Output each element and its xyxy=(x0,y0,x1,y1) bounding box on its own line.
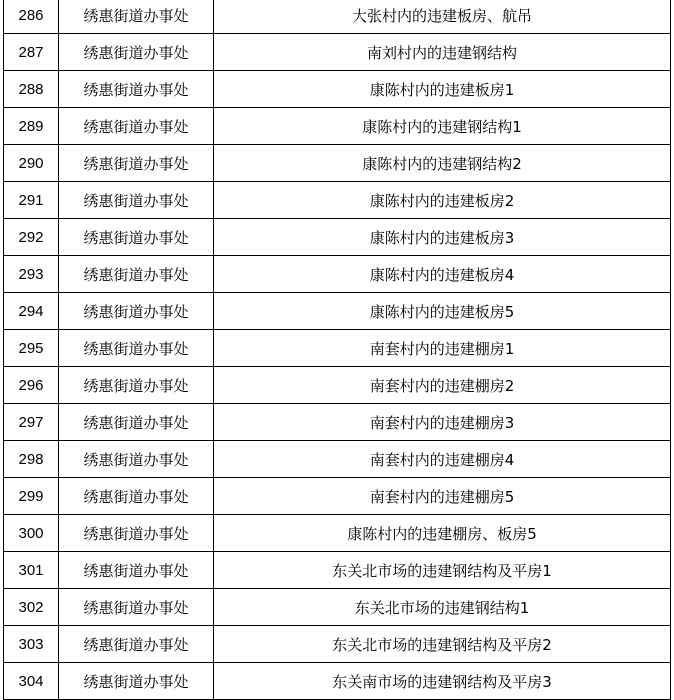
demolition-table xyxy=(3,0,671,700)
row-number: 303 xyxy=(4,626,59,663)
row-number: 289 xyxy=(4,108,59,145)
row-number: 302 xyxy=(4,589,59,626)
row-project: 东关北市场的违建钢结构及平房2 xyxy=(214,626,671,663)
table-row xyxy=(4,34,671,71)
table-row xyxy=(4,367,671,404)
table-row xyxy=(4,108,671,145)
row-project: 康陈村内的违建棚房、板房5 xyxy=(214,515,671,552)
row-number: 293 xyxy=(4,256,59,293)
row-department: 绣惠街道办事处 xyxy=(59,71,214,108)
row-department: 绣惠街道办事处 xyxy=(59,293,214,330)
row-department: 绣惠街道办事处 xyxy=(59,256,214,293)
row-department: 绣惠街道办事处 xyxy=(59,34,214,71)
row-project: 南套村内的违建棚房5 xyxy=(214,478,671,515)
row-department: 绣惠街道办事处 xyxy=(59,515,214,552)
row-project: 康陈村内的违建板房3 xyxy=(214,219,671,256)
row-number: 300 xyxy=(4,515,59,552)
table-row xyxy=(4,219,671,256)
row-department: 绣惠街道办事处 xyxy=(59,145,214,182)
row-project: 康陈村内的违建板房4 xyxy=(214,256,671,293)
row-project: 康陈村内的违建板房2 xyxy=(214,182,671,219)
row-department: 绣惠街道办事处 xyxy=(59,219,214,256)
row-number: 292 xyxy=(4,219,59,256)
row-project: 南套村内的违建棚房4 xyxy=(214,441,671,478)
table-row xyxy=(4,182,671,219)
row-number: 291 xyxy=(4,182,59,219)
table-row xyxy=(4,0,671,34)
table-row xyxy=(4,330,671,367)
row-project: 康陈村内的违建板房5 xyxy=(214,293,671,330)
table-row xyxy=(4,589,671,626)
row-number: 304 xyxy=(4,663,59,700)
row-department: 绣惠街道办事处 xyxy=(59,0,214,34)
row-number: 301 xyxy=(4,552,59,589)
row-number: 294 xyxy=(4,293,59,330)
row-number: 287 xyxy=(4,34,59,71)
row-number: 298 xyxy=(4,441,59,478)
row-department: 绣惠街道办事处 xyxy=(59,552,214,589)
table-row xyxy=(4,552,671,589)
table-row xyxy=(4,515,671,552)
table-row xyxy=(4,626,671,663)
row-project: 东关南市场的违建钢结构及平房3 xyxy=(214,663,671,700)
row-project: 南套村内的违建棚房1 xyxy=(214,330,671,367)
table-row xyxy=(4,404,671,441)
row-department: 绣惠街道办事处 xyxy=(59,404,214,441)
row-project: 东关北市场的违建钢结构1 xyxy=(214,589,671,626)
row-number: 296 xyxy=(4,367,59,404)
row-project: 南套村内的违建棚房2 xyxy=(214,367,671,404)
row-department: 绣惠街道办事处 xyxy=(59,367,214,404)
row-department: 绣惠街道办事处 xyxy=(59,330,214,367)
row-number: 299 xyxy=(4,478,59,515)
row-department: 绣惠街道办事处 xyxy=(59,663,214,700)
table-row xyxy=(4,145,671,182)
row-number: 297 xyxy=(4,404,59,441)
table-row xyxy=(4,71,671,108)
row-project: 大张村内的违建板房、航吊 xyxy=(214,0,671,34)
row-number: 295 xyxy=(4,330,59,367)
table-body xyxy=(4,0,671,700)
row-project: 康陈村内的违建钢结构1 xyxy=(214,108,671,145)
table-row xyxy=(4,256,671,293)
row-project: 康陈村内的违建板房1 xyxy=(214,71,671,108)
table-row xyxy=(4,478,671,515)
row-project: 康陈村内的违建钢结构2 xyxy=(214,145,671,182)
row-department: 绣惠街道办事处 xyxy=(59,108,214,145)
table-row xyxy=(4,663,671,700)
row-project: 南刘村内的违建钢结构 xyxy=(214,34,671,71)
table-row xyxy=(4,293,671,330)
row-department: 绣惠街道办事处 xyxy=(59,182,214,219)
table-row xyxy=(4,441,671,478)
row-department: 绣惠街道办事处 xyxy=(59,441,214,478)
row-number: 290 xyxy=(4,145,59,182)
row-department: 绣惠街道办事处 xyxy=(59,589,214,626)
row-department: 绣惠街道办事处 xyxy=(59,478,214,515)
row-number: 286 xyxy=(4,0,59,34)
row-project: 南套村内的违建棚房3 xyxy=(214,404,671,441)
row-project: 东关北市场的违建钢结构及平房1 xyxy=(214,552,671,589)
row-department: 绣惠街道办事处 xyxy=(59,626,214,663)
row-number: 288 xyxy=(4,71,59,108)
